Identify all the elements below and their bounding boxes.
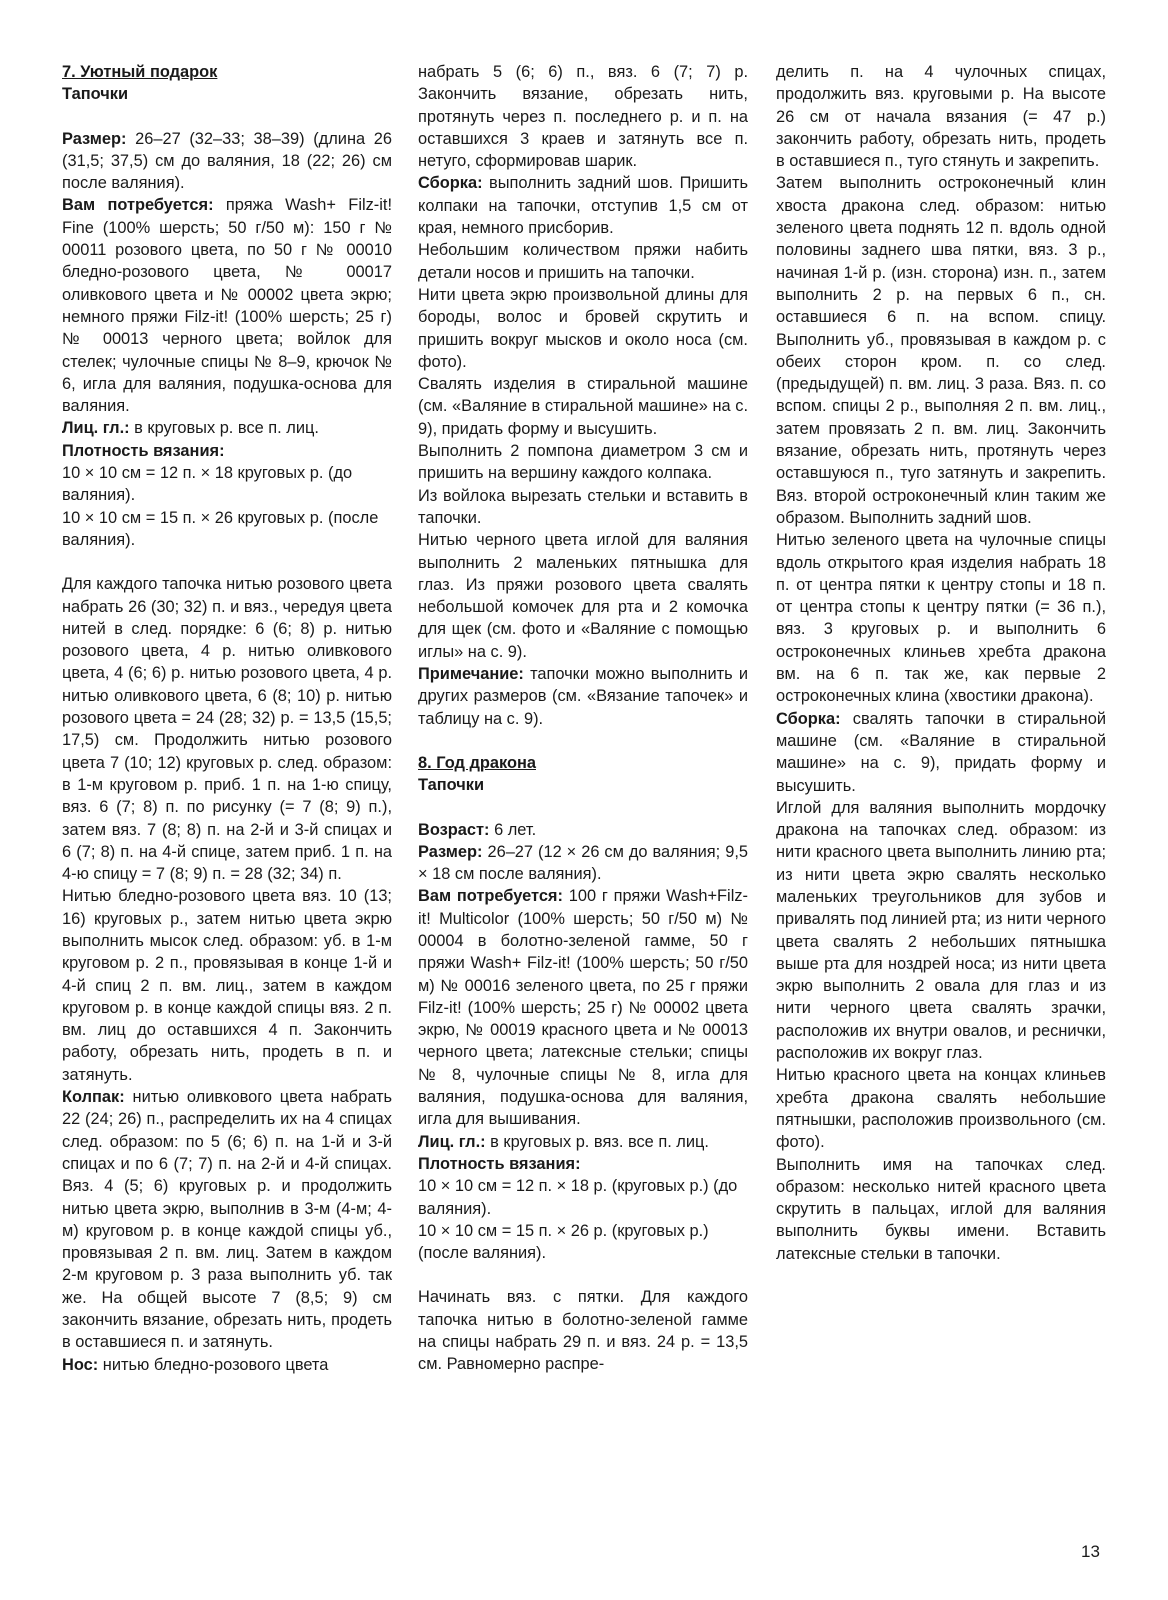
paragraph-text: в круговых р. вяз. все п. лиц. [485,1132,709,1151]
section-title: 8. Год дракона [418,753,536,772]
term-label: Сборка: [418,174,483,193]
paragraph [62,417,392,439]
paragraph: Нитью бледно-розового цвета вяз. 10 (13; 16) круговых р., затем нитью цвета экрю выполнить мысок след. образом: уб. в 1-м круговом р. 2 п., провязывая в конце 1-й и 4-й спиц 2 п. вм. лиц., затем в каждом круговом р. в конце каждой спицы вяз. 2 п. вм. лиц до оставшихся 4 п. Закончить работу, обрезать нить, продеть в п. и затянуть. [62,887,392,1084]
density-heading: Плотность вязания: [418,1154,581,1173]
text-column-right [776,61,1106,1265]
term-label: Возраст: [418,820,490,839]
paragraph: Нитью черного цвета иглой для валяния выполнить 2 маленьких пятнышка для глаз. Из пряжи розового цвета свалять небольшой комочек для рта и 2 комочка для щек (см. фото и «Валяние с помощью иглы» на с. 9). [418,531,748,661]
term-label: Вам потребуется: [418,887,563,906]
density-line: 10 × 10 см = 15 п. × 26 р. (круговых р.) (после валяния). [418,1221,709,1263]
paragraph-text: 6 лет. [489,820,537,839]
section-title: 7. Уютный подарок [62,63,218,81]
paragraph [776,708,1106,797]
paragraph: Иглой для валяния выполнить мордочку дракона на тапочках след. образом: из нити красного цвета выполнить линию рта; из нити цвета экрю свалять несколько маленьких треугольников для зубов и привалять под линией рта; из нити черного цвета свалять 2 небольших пятнышка выше рта для ноздрей носа; из нити цвета экрю выполнить 2 овала для глаз и из нити черного цвета свалять зрачки, расположив их внутри овалов, и реснички, расположив их вокруг глаз. [776,798,1106,1063]
paragraph: Выполнить имя на тапочках след. образом: несколько нитей красного цвета скрутить в пальцах, иглой для валяния выполнить буквы имени. Вставить латексные стельки в тапочки. [776,1155,1106,1263]
paragraph [418,841,748,886]
paragraph: делить п. на 4 чулочных спицах, продолжить вяз. круговыми р. На высоте 26 см от начала вязания (= 47 р.) закончить работу, обрезать нить, продеть в оставшиеся п., туго стянуть и закрепить. [776,63,1106,171]
density-heading: Плотность вязания: [62,441,225,460]
paragraph [62,128,392,195]
paragraph-text: 100 г пряжи Wash+Filz-it! Multicolor (100% шерсть; 50 г/50 м) № 00004 в болотно-зеленой гамме, 50 г пряжи Wash+ Filz-it! (100% шерсть; 50 г/50 м) № 00016 зеленого цвета, по 25 г пряжи Filz-it! (100% шерсть; 25 г) № 00002 цвета экрю, № 00019 красного цвета и № 00013 черного цвета; латексные стельки; спицы № 8, чулочные спицы № 8, игла для валяния, подушка-основа для валяния, игла для вышивания. [418,887,748,1129]
term-label: Колпак: [62,1088,125,1107]
paragraph: Начинать вяз. с пятки. Для каждого тапочка нитью в болотно-зеленой гамме на спицы набрать 29 п. и вяз. 24 р. = 13,5 см. Равномерно распре- [418,1288,748,1374]
paragraph: Для каждого тапочка нитью розового цвета набрать 26 (30; 32) п. и вяз., чередуя цвета нитей в след. порядке: 6 (6; 8) р. нитью розового цвета, 4 р. нитью оливкового цвета, 4 (6; 6) р. нитью розового цвета, 4 р. нитью оливкового цвета, 6 (8; 10) р. нитью розового цвета = 24 (28; 32) р. = 13,5 (15,5; 17,5) см. Продолжить нитью розового цвета 7 (10; 12) круговых р. след. образом: в 1-м круговом р. приб. 1 п. на 1-ю спицу, вяз. 6 (7; 8) п. по рисунку (= 7 (8; 9) п.), затем вяз. 7 (8; 8) п. на 2-й и 3-й спицах и 6 (7; 8) п. на 4-й спице, затем приб. 1 п. на 4-ю спицу = 7 (8; 9) п. = 28 (32; 34) п. [62,575,392,884]
term-label: Примечание: [418,665,524,684]
paragraph [62,1086,392,1354]
paragraph [62,194,392,417]
page-number: 13 [1081,1542,1100,1561]
paragraph: Небольшим количеством пряжи набить детали носов и пришить на тапочки. [418,241,748,282]
paragraph [418,663,748,730]
paragraph: Нитью зеленого цвета на чулочные спицы вдоль открытого края изделия набрать 18 п. от центра пятки к центру стопы и 18 п. от центра стопы к центру пятки (= 36 п.), вяз. 3 круговых р. и выполнить 6 остроконечных клиньев хребта дракона вм. на 6 п. так же, как первые 2 остроконечных клина (хвостики дракона). [776,531,1106,706]
text-column-left [62,61,392,1376]
paragraph-text: в круговых р. все п. лиц. [129,419,319,438]
paragraph-text: 26–27 (12 × 26 см до валяния; 9,5 × 18 см после валяния). [418,842,748,884]
paragraph: Нити цвета экрю произвольной длины для бороды, волос и бровей скрутить и пришить вокруг мысков и около носа (см. фото). [418,285,748,371]
density-line: 10 × 10 см = 12 п. × 18 круговых р. (до валяния). [62,464,353,505]
paragraph [418,1131,748,1153]
paragraph [62,1354,392,1376]
term-label: Размер: [62,129,127,148]
paragraph-text: свалять тапочки в стиральной машине (см. «Валяние в стиральной машине» на с. 9), придать форму и высушить. [776,709,1106,795]
paragraph-text: пряжа Wash+ Filz-it! Fine (100% шерсть; 50 г/50 м): 150 г № 00011 розового цвета, по 50 г № 00010 бледно-розового цвета, № 00017 оливкового цвета и № 00002 цвета экрю; немного пряжи Filz-it! (100% шерсть; 25 г) № 00013 черного цвета; войлок для стелек; чулочные спицы № 8–9, крючок № 6, игла для валяния, подушка-основа для валяния. [62,196,393,416]
paragraph: Выполнить 2 помпона диаметром 3 см и пришить на вершину каждого колпака. [418,442,748,483]
term-label: Вам потребуется: [62,196,214,215]
paragraph: набрать 5 (6; 6) п., вяз. 6 (7; 7) р. Закончить вязание, обрезать нить, протянуть через п. последнего р. и п. на оставшихся 3 краев и затянуть все п. нетуго, сформировав шарик. [418,63,748,171]
term-label: Лиц. гл.: [418,1132,486,1151]
section-subtitle: Тапочки [418,776,485,795]
term-label: Нос: [62,1355,99,1374]
paragraph-text: нитью бледно-розового цвета [98,1355,329,1374]
paragraph: Затем выполнить остроконечный клин хвоста дракона след. образом: нитью зеленого цвета поднять 12 п. вдоль одной половины заднего шва пятки, вяз. 3 р., начиная 1-й р. (изн. сторона) изн. п., затем выполнить 2 р. на первых 6 п., сн. оставшиеся 6 п. на вспом. спицу. Выполнить уб., провязывая в каждом р. с обеих сторон кром. п. со след. (предыдущей) п. вм. лиц. 3 раза. Вяз. п. со вспом. спицы 2 р., выполняя 2 п. вм. лиц., затем провязать 2 п. вм. лиц. Закончить вязание, обрезать нить, протянуть через оставшуюся п., туго затянуть и закрепить. Вяз. второй остроконечный клин таким же образом. Выполнить задний шов. [776,174,1106,527]
paragraph-text: выполнить задний шов. Пришить колпаки на тапочки, отступив 1,5 см от края, немного присборив. [418,174,748,238]
density-line: 10 × 10 см = 15 п. × 26 круговых р. (после валяния). [62,508,379,549]
term-label: Размер: [418,842,483,861]
paragraph-text: тапочки можно выполнить и других размеров (см. «Вязание тапочек» и таблицу на с. 9). [418,665,748,728]
paragraph [418,819,748,841]
paragraph [418,885,748,1130]
paragraph [418,172,748,239]
term-label: Лиц. гл.: [62,419,130,438]
paragraph: Свалять изделия в стиральной машине (см. «Валяние в стиральной машине» на с. 9), придать форму и высушить. [418,375,748,438]
paragraph: Из войлока вырезать стельки и вставить в тапочки. [418,486,748,527]
density-line: 10 × 10 см = 12 п. × 18 р. (круговых р.) (до валяния). [418,1177,738,1218]
section-subtitle: Тапочки [62,85,129,104]
text-column-middle [418,61,748,1376]
paragraph-text: 26–27 (32–33; 38–39) (длина 26 (31,5; 37,5) см до валяния, 18 (22; 26) см после валяния). [62,129,392,193]
term-label: Сборка: [776,709,841,728]
paragraph-text: нитью оливкового цвета набрать 22 (24; 26) п., распределить их на 4 спицах след. образом: по 5 (6; 6) п. на 1-й и 3-й спицах и по 6 (7; 7) п. на 2-й и 4-й спицах. Вяз. 4 (5; 6) круговых р. и продолжить нитью цвета экрю, выполнив в 3-м (4-м; 4-м) круговом р. в конце каждой спицы уб., провязывая 2 п. вм. лиц. Затем в каждом 2-м круговом р. 3 раза выполнить уб. так же. На общей высоте 7 (8,5; 9) см закончить вязание, обрезать нить, продеть в оставшиеся п. и затянуть. [62,1088,392,1352]
paragraph: Нитью красного цвета на концах клиньев хребта дракона свалять небольшие пятнышки, расположив произвольного (см. фото). [776,1066,1106,1152]
